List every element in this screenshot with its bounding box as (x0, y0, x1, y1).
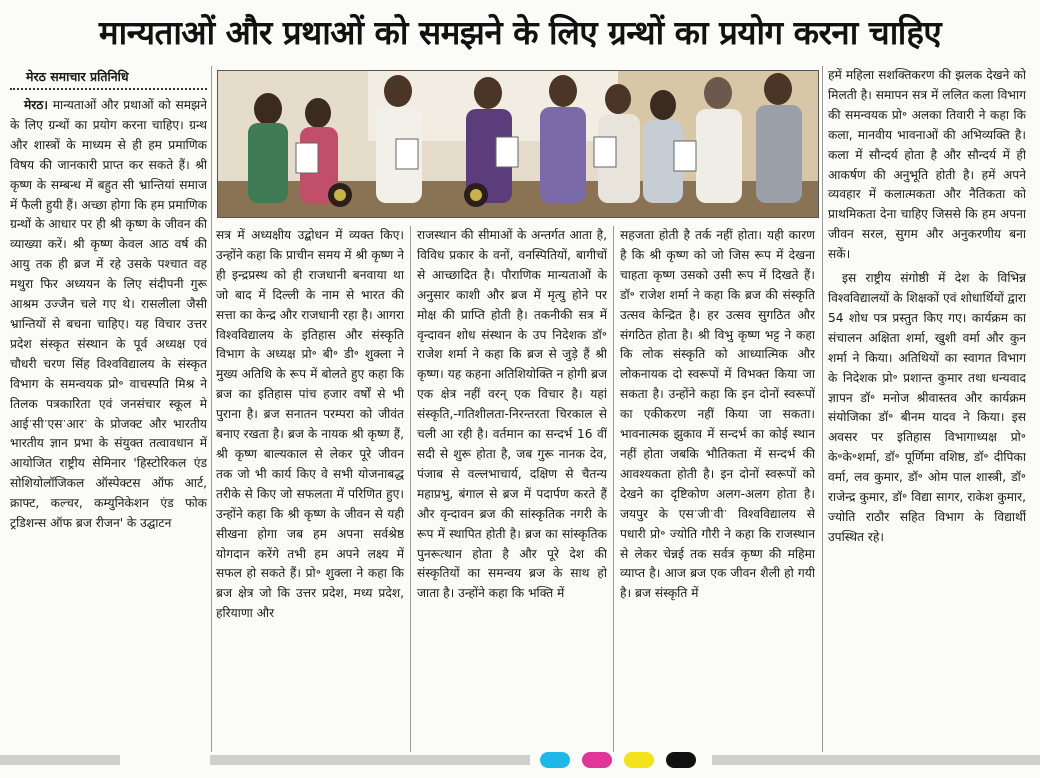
magenta-registration-mark (582, 752, 612, 768)
cyan-registration-mark (540, 752, 570, 768)
column-2-text: सत्र में अध्यक्षीय उद्बोधन में व्यक्त किए। उन्होंने कहा कि प्राचीन समय में श्री कृष्ण ने ही इन्द्रप्रस्थ को ही राजधानी बनवाया था जो बाद में दिल्ली के नाम से भारत की सत्ता का केन्द्र और राजधानी रहा है। आगरा विश्वविद्यालय के इतिहास और संस्कृति विभाग के अध्यक्ष प्रो॰ बी॰ डी॰ शुक्ला ने मुख्य अतिथि के रूप में बोलते हुए कहा कि ब्रज का इतिहास पांच हजार वर्षों से भी पुराना है। ब्रज सनातन परम्परा को जीवंत बनाए रखता है। ब्रज के नायक श्री कृष्ण हैं, श्री कृष्ण बाल्यकाल से लेकर पूरे जीवन तक जो भी कार्य किए वे सभी योजनाबद्ध तरीके से किए जो सफलता में परिणित हुए। उन्होंने कहा कि श्री कृष्ण के जीवन से यही सीखना होगा जब हम अपना सर्वश्रेष्ठ योगदान करेंगे तभी हम अपने लक्ष्य में सफल हो सकते हैं। प्रो॰ शुक्ला ने कहा कि ब्रज क्षेत्र जो कि उत्तर प्रदेश, मध्य प्रदेश, हरियाणा और (216, 228, 404, 621)
byline: मेरठ समाचार प्रतिनिधि (10, 66, 207, 90)
print-strip (712, 755, 1040, 765)
column-divider (410, 226, 411, 752)
column-3-text: राजस्थान की सीमाओं के अन्तर्गत आता है, विविध प्रकार के वनों, वनस्पितियों, बागीचों से आच्छादित है। पौराणिक मान्यताओं के अनुसार काशी और ब्रज में मृत्यु होने पर मोक्ष की प्राप्ति होती है। तकनीकी सत्र में वृन्दावन शोध संस्थान के उप निदेशक डॉ॰ राजेश शर्मा ने कहा कि ब्रज से जुडे़ हैं श्री कृष्ण। यह कहना अतिशियोक्ति न होगी ब्रज एक क्षेत्र नहीं वरन्‌ एक विचार है। यहां संस्कृति,-गतिशीलता-निरन्तरता चिरकाल से चली आ रही है। वर्तमान का सन्दर्भ 16 वीं सदी से शुरू होता है, जब गुरू नानक देव, पंजाब से वल्लभाचार्य, दक्षिण से चैतन्य महाप्रभु, बंगाल से ब्रज में पदार्पण करते हैं और वृन्दावन ब्रज की सांस्कृतिक नगरी के रूप में स्थापित होती है। ब्रज का सांस्कृतिक पुनरूत्थान होता है और पूरे देश की संस्कृतियों का समन्वय ब्रज के साथ हो जाता है। उन्होंने कहा कि भक्ति में (417, 228, 607, 601)
dateline: मेरठ। (24, 98, 48, 112)
event-photo (217, 70, 819, 218)
article-column-3 (417, 226, 607, 756)
event-photo-illustration (218, 71, 818, 217)
column-divider (822, 66, 823, 752)
column-4-text: सहजता होती है तर्क नहीं होता। यही कारण है कि श्री कृष्ण को जो जिस रूप में देखना चाहता कृष्ण उसको उसी रूप में दिखते हैं। डॉ॰ राजेश शर्मा ने कहा कि ब्रज की संस्कृति उत्सव केन्द्रित है। हर उत्सव सुगठित और संगठित होता है। श्री विभु कृष्ण भट्ट ने कहा कि लोक संस्कृति को आध्यात्मिक और लोकनायक दो स्वरूपों में विभक्त किया जा सकता है। उन्होंने कहा कि इन दोनों स्वरूपों का एकीकरण नहीं किया जा सकता। भावनात्मक झुकाव में सन्दर्भ का कोई स्थान नहीं होता जबकि भौतिकता में सन्दर्भ की आवश्यकता होती है। इन दोनों स्वरूपों को देखने का दृष्टिकोण अलग-अलग होता है। जयपुर के एसॱजीॱवीॱ विश्वविद्यालय से पधारी प्रो॰ ज्योति गौरी ने कहा कि राजस्थान से लेकर चेन्नई तक सर्वत्र कृष्ण की महिमा व्याप्त है। आज ब्रज एक जीवन शैली हो गयी है। ब्रज संस्कृति में (620, 228, 815, 601)
black-registration-mark (666, 752, 696, 768)
print-strip (0, 755, 120, 765)
headline: मान्यताओं और प्रथाओं को समझने के लिए ग्रन्थों का प्रयोग करना चाहिए (98, 13, 942, 52)
article-column-5 (828, 66, 1026, 756)
article-column-4 (620, 226, 815, 756)
yellow-registration-mark (624, 752, 654, 768)
column-5-paragraph-2: इस राष्ट्रीय संगोष्ठी में देश के विभिन्न विश्वविद्यालयों के शिक्षकों एवं शोधार्थियों द्वारा 54 शोध पत्र प्रस्तुत किए गए। कार्यक्रम का संचालन अक्षिता शर्मा, खुशी वर्मा और कुन शर्मा ने किया। अतिथियों का स्वागत विभाग के निदेशक प्रो॰ प्रशान्त कुमार तथा धन्यवाद ज्ञापन डॉ॰ मनोज श्रीवास्तव और कार्यक्रम संयोजिका डॉ॰ बीनम यादव ने किया। इस अवसर पर इतिहास विभागाध्यक्ष प्रो॰ के॰के॰शर्मा, डॉ॰ पूर्णिमा वशिष्ठ, डॉ॰ दीपिका वर्मा, लव कुमार, डॉ॰ ओम पाल शास्त्री, डॉ॰ राजेन्द्र कुमार, डॉ॰ विद्या सागर, राकेश कुमार, ज्योति राठौर सहित विभाग के विद्यार्थी उपस्थित रहे। (828, 271, 1026, 544)
column-divider (613, 226, 614, 752)
column-1-text: मान्यताओं और प्रथाओं को समझने के लिए ग्रन्थों का प्रयोग करना चाहिए। ग्रन्थ और शास्त्रों के माध्यम से ही हम प्रमाणिक विषय की जानकारी प्राप्त कर सकते हैं। श्री कृष्ण के सम्बन्ध में बहुत सी भ्रान्तियां समाज में फैली हुयी हैं। अच्छा होगा कि हम प्रमाणिक ग्रन्थों के आधार पर ही श्री कृष्ण के जीवन की व्याख्या करें। श्री कृष्ण केवल आठ वर्ष की आयु तक ही ब्रज में रहे उसके पश्चात वह मथुरा फिर अध्ययन के लिए संदीपनी गुरू आश्रम उज्जैन चले गए थे। रासलीला जैसी भ्रान्तियों से बचना चाहिए। यह विचार उत्तर प्रदेश संस्कृत संस्थान के पूर्व अध्यक्ष एवं चौधरी चरण सिंह विश्वविद्यालय के संस्कृत विभाग के समन्वयक प्रो॰ वाचस्पति मिश्र ने तिलक पत्रकारिता एवं जनसंचार स्कूल मे आईॱसीॱएसॱआरॱ के प्रोजक्ट और भारतीय भारतीय ज्ञान प्रभा के संयुक्त तत्वावधान में आयोजित राष्ट्रीय सेमिनार 'हिस्टोरिकल एंड सोशियोलॉजिकल ऑस्पेक्टस ऑफ आर्ट, क्राफ्ट, कल्चर, कम्युनिकेशन एंड फोक ट्रडिशन्स ऑफ ब्रज रीजन' के उद्घाटन (10, 98, 207, 531)
column-divider (211, 66, 212, 752)
column-5-paragraph-1: हमें महिला सशक्तिकरण की झलक देखने को मिलती है। समापन सत्र में ललित कला विभाग की समन्वयक प्रो॰ अलका तिवारी ने कहा कि कला, मानवीय भावनाओं की अभिव्यक्ति है। कला में सौन्दर्य होता है और सौन्दर्य में ही आकर्षण की अनुभूति होती है। हमें अपने व्यवहार में कलात्मकता और नैतिकता को प्राथमिकता देना चाहिए जिससे कि हम अपना जीवन सरल, सुगम और अनुकरणीय बना सकें। (828, 68, 1026, 262)
article-column-2 (216, 226, 404, 756)
article-column-1 (10, 66, 207, 756)
print-strip (210, 755, 530, 765)
